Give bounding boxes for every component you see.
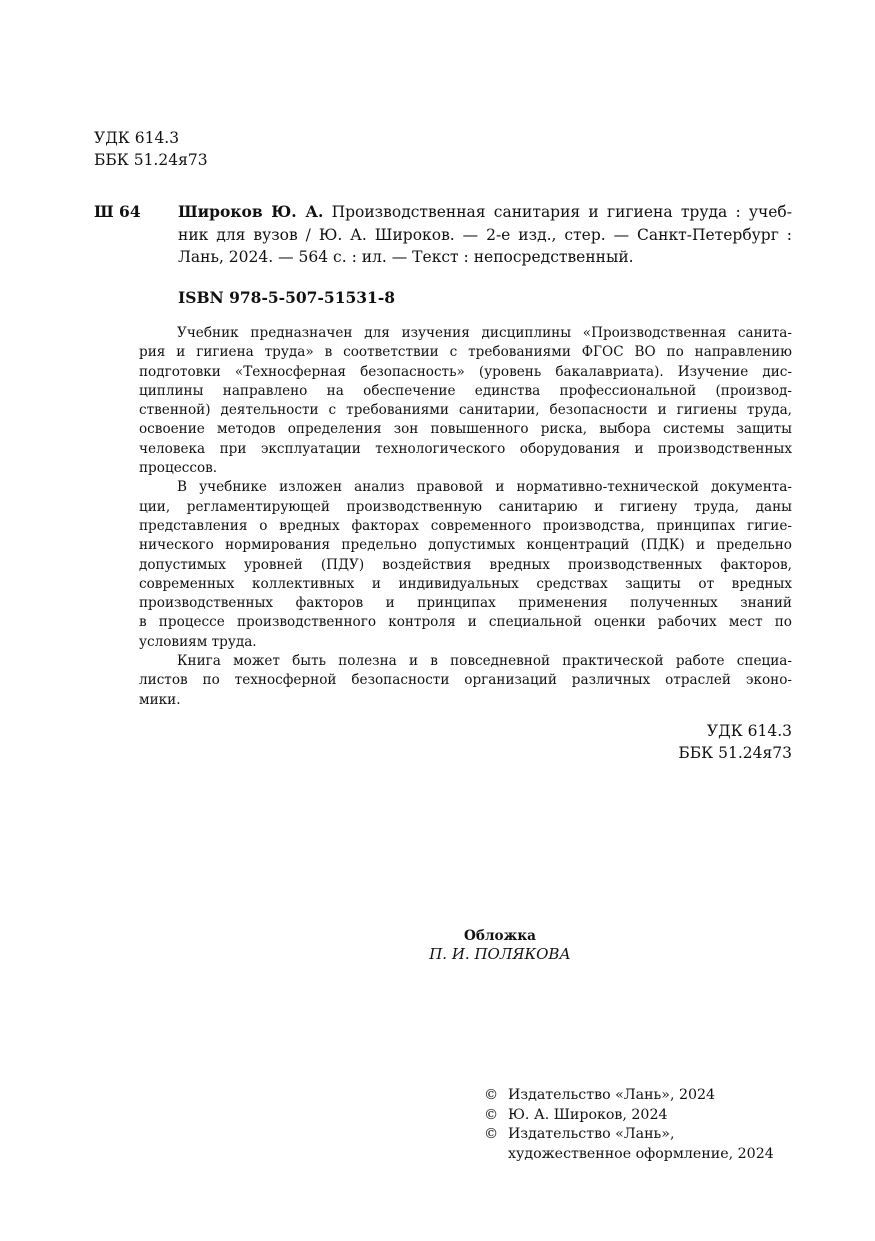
bbk-code: ББК 51.24я73	[678, 744, 792, 762]
annotation-line: Учебник предназначен для изучения дисциплины «Производственная санита-	[177, 325, 792, 341]
bibliographic-line-2: ник для вузов / Ю. А. Широков. — 2-е изд., стер. — Санкт-Петербург :	[178, 225, 792, 244]
copyright-line	[484, 1125, 774, 1145]
author-name: Широков Ю. А.	[178, 202, 324, 221]
udk-code: УДК 614.3	[706, 722, 792, 740]
copyright-icon: ©	[484, 1126, 499, 1142]
classification-bottom	[600, 720, 792, 764]
annotation-line: рия и гигиена труда» в соответствии с требованиями ФГОС ВО по направлению	[139, 344, 792, 361]
author-mark: Ш 64	[94, 202, 141, 221]
copyright-text: Ю. А. Широков, 2024	[508, 1106, 668, 1123]
copyright-text: Издательство «Лань», 2024	[508, 1087, 716, 1103]
isbn: ISBN 978-5-507-51531-8	[178, 288, 396, 307]
annotation-line: циплины направлено на обеспечение единства профессиональной (производ-	[139, 382, 792, 399]
annotation-line: подготовки «Техносферная безопасность» (уровень бакалавриата). Изучение дис-	[139, 363, 792, 380]
copyright-line	[484, 1086, 774, 1106]
annotation-line: Книга может быть полезна и в повседневной практической работе специа-	[177, 653, 792, 670]
annotation-line: В учебнике изложен анализ правовой и нормативно-технической документа-	[177, 479, 792, 496]
annotation-line: представления о вредных факторах современного производства, принципах гигие-	[139, 517, 792, 534]
annotation-line: процессов.	[139, 460, 218, 477]
bibliographic-line-3: Лань, 2024. — 564 с. : ил. — Текст : непосредственный.	[178, 248, 634, 267]
annotation-line: человека при эксплуатации технологического оборудования и производственных	[139, 440, 792, 457]
annotation-line: ственной) деятельности с требованиями санитарии, безопасности и гигиены труда,	[139, 402, 792, 419]
annotation-line: производственных факторов и принципах применения полученных знаний	[139, 595, 792, 612]
annotation-line: листов по техносферной безопасности организаций различных отраслей эконо-	[139, 672, 792, 689]
bibliographic-line-1	[178, 201, 792, 224]
annotation-line: допустимых уровней (ПДУ) воздействия вредных производственных факторов,	[139, 556, 792, 573]
cover-label: Обложка	[464, 928, 536, 944]
copyright-icon: ©	[484, 1106, 499, 1123]
annotation-line: мики.	[139, 691, 181, 708]
annotation-line: в процессе производственного контроля и специальной оценки рабочих мест по	[139, 614, 792, 631]
cover-credit	[380, 927, 620, 963]
annotation-line: нического нормирования предельно допустимых концентраций (ПДК) и предельно	[139, 537, 792, 554]
bibliographic-description	[178, 201, 792, 269]
copyright-line	[484, 1106, 774, 1126]
udk-code: УДК 614.3	[94, 129, 180, 147]
annotation-line: современных коллективных и индивидуальных средствах защиты от вредных	[139, 575, 792, 592]
copyright-icon: ©	[484, 1087, 499, 1103]
bibliographic-record	[94, 201, 792, 269]
copyright-text: Издательство «Лань»,	[508, 1126, 675, 1142]
annotation-line: освоение методов определения зон повышенного риска, выбора системы защиты	[139, 421, 792, 438]
copyright-continuation: художественное оформление, 2024	[508, 1145, 774, 1162]
annotation	[139, 324, 792, 710]
bbk-code: ББК 51.24я73	[94, 151, 208, 169]
copyright-block	[484, 1086, 774, 1164]
cover-designer: П. И. ПОЛЯКОВА	[429, 945, 571, 963]
annotation-line: условиям труда.	[139, 633, 257, 650]
classification-top	[94, 127, 208, 171]
title-start: Производственная санитария и гигиена труда : учеб-	[331, 203, 792, 221]
annotation-line: ции, регламентирующей производственную санитарию и гигиену труда, даны	[139, 498, 792, 515]
